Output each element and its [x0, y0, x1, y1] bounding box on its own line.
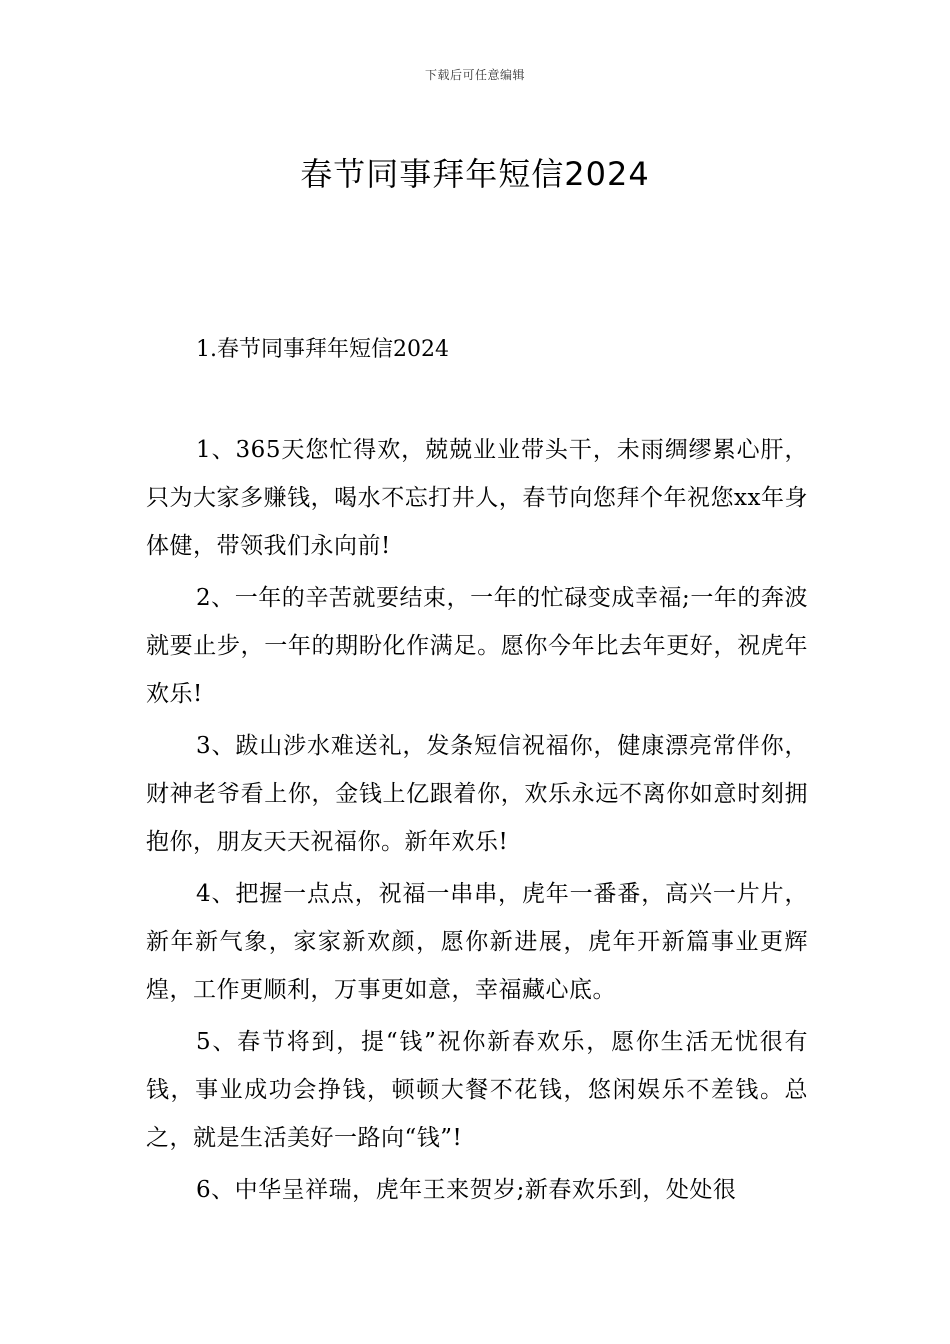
paragraph: 1、365天您忙得欢，兢兢业业带头干，未雨绸缪累心肝，只为大家多赚钱，喝水不忘打井人，春节向您拜个年祝您xx年身体健，带领我们永向前! — [146, 437, 808, 559]
paragraph: 3、跋山涉水难送礼，发条短信祝福你，健康漂亮常伴你，财神老爷看上你，金钱上亿跟着你，欢乐永远不离你如意时刻拥抱你，朋友天天祝福你。新年欢乐! — [146, 733, 808, 855]
section-heading: 1.春节同事拜年短信2024 — [196, 337, 449, 362]
paragraph: 6、中华呈祥瑞，虎年王来贺岁;新春欢乐到，处处很 — [196, 1177, 737, 1203]
body-text — [146, 426, 808, 1218]
paragraph: 5、春节将到，提“钱”祝你新春欢乐，愿你生活无忧很有钱，事业成功会挣钱，顿顿大餐不花钱，悠闲娱乐不差钱。总之，就是生活美好一路向“钱”! — [146, 1029, 808, 1151]
paragraph: 4、把握一点点，祝福一串串，虎年一番番，高兴一片片，新年新气象，家家新欢颜，愿你新进展，虎年开新篇事业更辉煌，工作更顺利，万事更如意，幸福藏心底。 — [146, 881, 808, 1003]
document-title: 春节同事拜年短信2024 — [300, 155, 650, 194]
header-note: 下载后可任意编辑 — [424, 68, 525, 82]
paragraph: 2、一年的辛苦就要结束，一年的忙碌变成幸福;一年的奔波就要止步，一年的期盼化作满足。愿你今年比去年更好，祝虎年欢乐! — [146, 585, 808, 707]
